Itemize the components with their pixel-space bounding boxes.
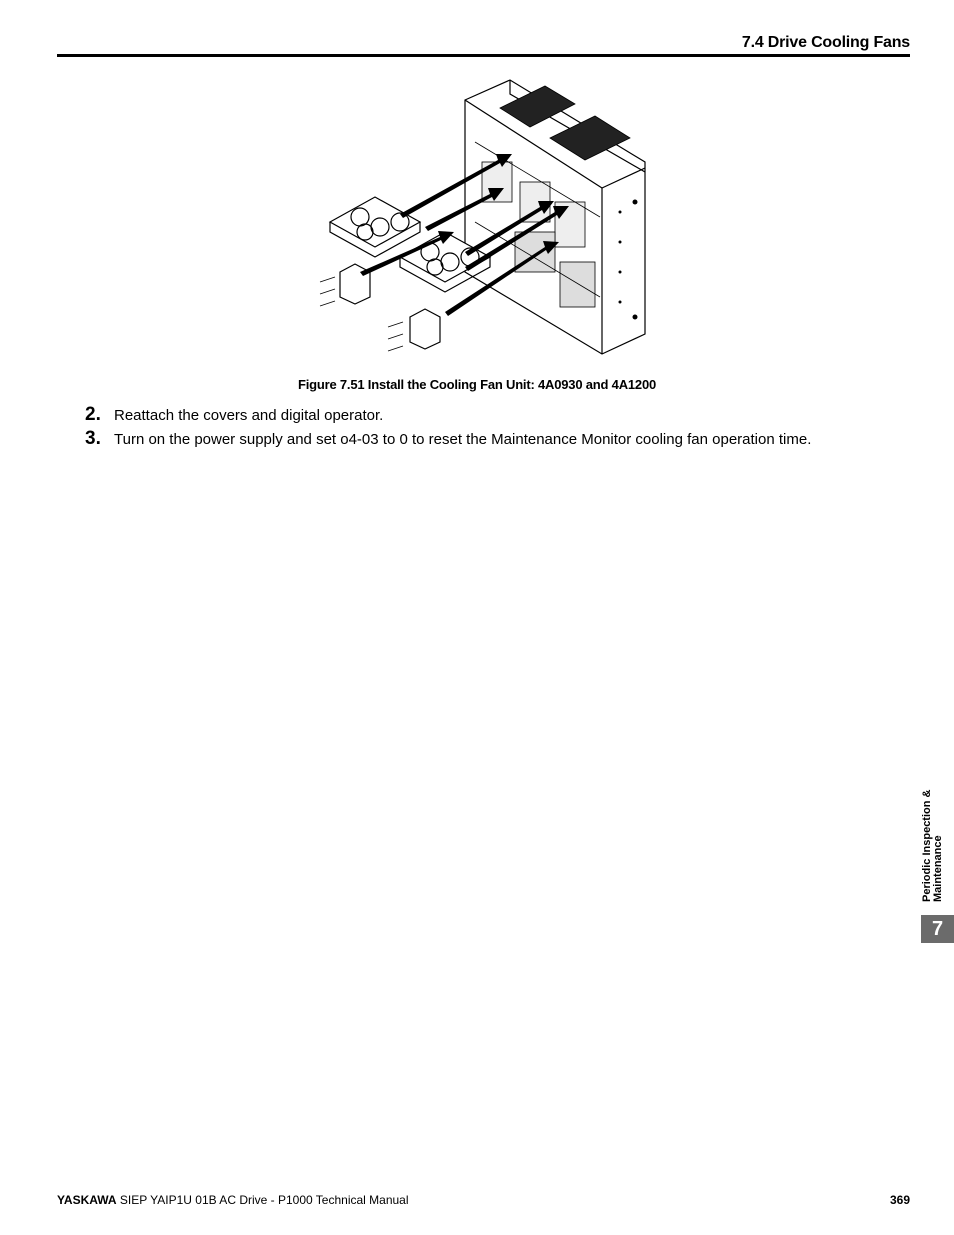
step-number: 2. <box>85 404 101 425</box>
footer-manual-name: SIEP YAIP1U 01B AC Drive - P1000 Technical Manual <box>116 1193 409 1207</box>
header-rule <box>57 54 910 57</box>
chapter-tab: 7 <box>921 915 954 943</box>
chapter-label-line2: Maintenance <box>932 835 944 902</box>
cooling-fan-install-illustration <box>300 72 660 362</box>
step-text: Reattach the covers and digital operator. <box>114 407 384 424</box>
step-number: 3. <box>85 428 101 449</box>
step-item <box>85 404 915 428</box>
footer-manual-title <box>57 1193 409 1207</box>
page-number: 369 <box>889 1193 910 1207</box>
step-text: Turn on the power supply and set o4-03 to 0 to reset the Maintenance Monitor cooling fan operation time. <box>114 431 812 448</box>
footer-brand: YASKAWA <box>57 1193 117 1207</box>
figure-caption: Figure 7.51 Install the Cooling Fan Unit: 4A0930 and 4A1200 <box>297 377 657 392</box>
section-title: 7.4 Drive Cooling Fans <box>741 34 910 51</box>
step-list <box>85 404 915 452</box>
chapter-label-line1: Periodic Inspection & <box>921 789 933 902</box>
step-item <box>85 428 915 452</box>
chapter-side-label <box>922 787 944 902</box>
